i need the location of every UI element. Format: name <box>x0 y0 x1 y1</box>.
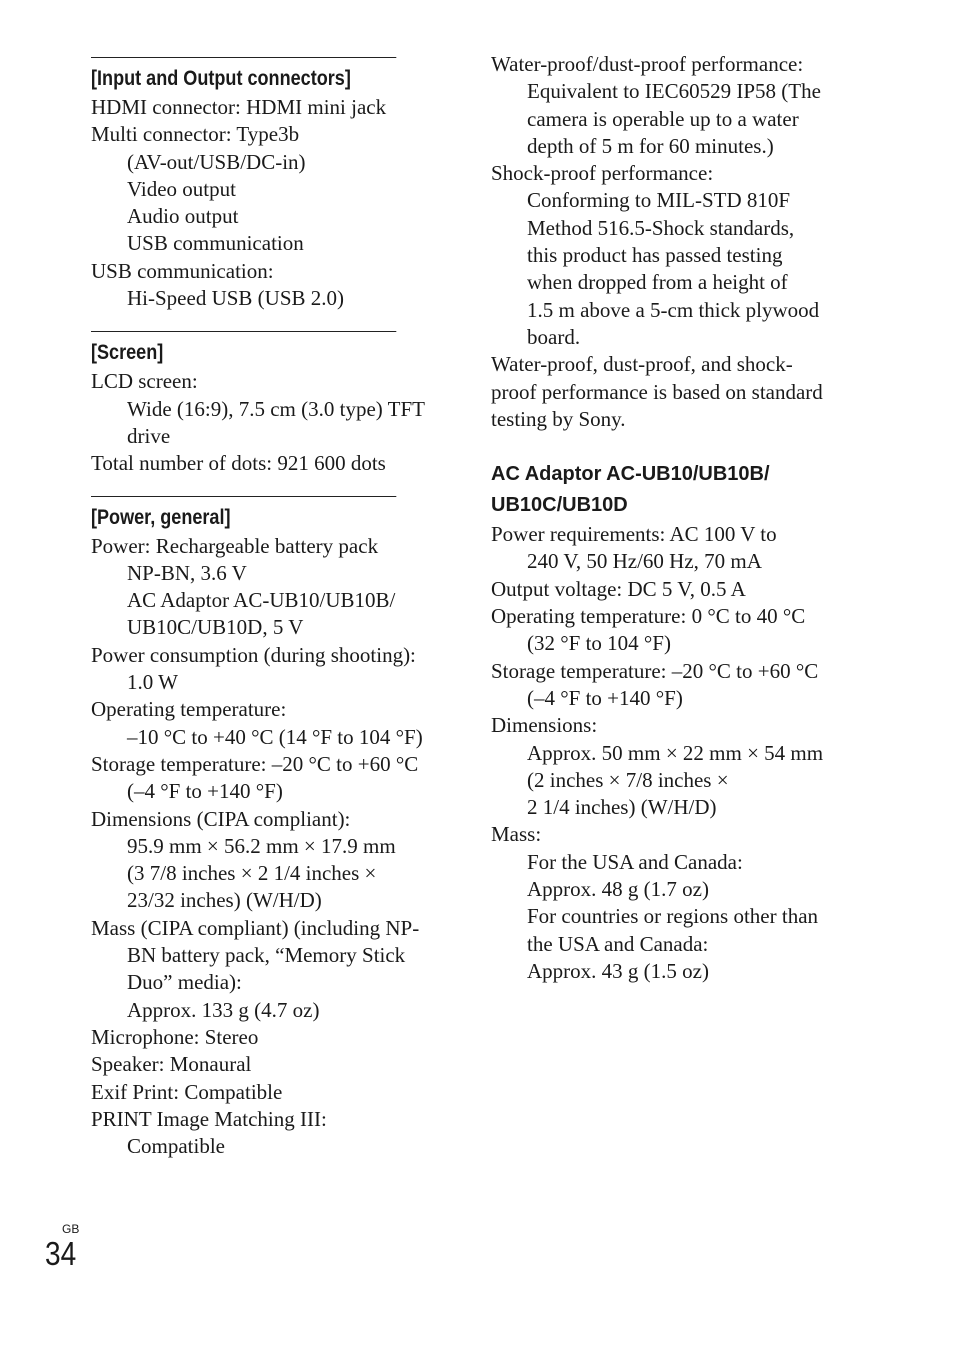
spec-line: testing by Sony. <box>491 406 626 431</box>
left-column <box>91 0 446 1160</box>
spec-line-indented: Approx. 133 g (4.7 oz) <box>127 997 320 1022</box>
spec-line: Dimensions: <box>491 713 598 738</box>
spec-line: Multi connector: Type3b <box>91 122 300 147</box>
spec-line: HDMI connector: HDMI mini jack <box>91 95 387 119</box>
section-body-screen <box>91 368 446 477</box>
section-title-input-output: [Input and Output connectors] <box>91 57 396 92</box>
spec-line-indented: BN battery pack, “Memory Stick <box>127 943 406 968</box>
spec-line-indented: For countries or regions other than <box>527 904 819 929</box>
spec-line: LCD screen: <box>91 369 198 394</box>
spec-line-indented: 2 1/4 inches) (W/H/D) <box>527 795 717 820</box>
page-number: 34 <box>45 1235 77 1272</box>
spec-line-indented: 1.0 W <box>127 670 178 695</box>
spec-line: Total number of dots: 921 600 dots <box>91 451 386 476</box>
spec-line-indented: Hi-Speed USB (USB 2.0) <box>127 286 345 311</box>
spec-line-indented: 1.5 m above a 5-cm thick plywood <box>527 297 820 322</box>
section-title-power-general: [Power, general] <box>91 496 396 531</box>
spec-line: Power consumption (during shooting): <box>91 642 416 667</box>
spec-line: Storage temperature: –20 °C to +60 °C <box>91 751 419 776</box>
spec-line: Output voltage: DC 5 V, 0.5 A <box>491 576 746 601</box>
spec-line-indented: Approx. 50 mm × 22 mm × 54 mm <box>527 740 824 765</box>
spec-line-indented: (–4 °F to +140 °F) <box>527 685 683 710</box>
spec-line-indented: the USA and Canada: <box>527 931 709 956</box>
spec-line-indented: 23/32 inches) (W/H/D) <box>127 888 322 913</box>
spec-line-indented: AC Adaptor AC-UB10/UB10B/ <box>127 588 396 613</box>
spec-line: Storage temperature: –20 °C to +60 °C <box>491 658 819 683</box>
spec-line-indented: Compatible <box>127 1134 225 1159</box>
spec-line: Mass (CIPA compliant) (including NP- <box>91 915 420 940</box>
spec-line-indented: drive <box>127 423 171 448</box>
spec-line-indented: (–4 °F to +140 °F) <box>127 779 283 804</box>
spec-line-indented: (AV-out/USB/DC-in) <box>127 149 306 174</box>
spec-line-indented: Approx. 43 g (1.5 oz) <box>527 958 709 983</box>
spec-line: Speaker: Monaural <box>91 1052 252 1077</box>
spec-line-indented: Equivalent to IEC60529 IP58 (The <box>527 79 821 104</box>
spec-line-indented: For the USA and Canada: <box>527 849 743 874</box>
spec-line-indented: (2 inches × 7/8 inches × <box>527 767 729 792</box>
spec-line: proof performance is based on standard <box>491 379 823 404</box>
spec-line-indented: (3 7/8 inches × 2 1/4 inches × <box>127 861 377 886</box>
spec-line: Microphone: Stereo <box>91 1024 259 1049</box>
section-body-durability <box>491 51 851 433</box>
spec-line: Operating temperature: <box>91 697 287 722</box>
spec-line: Water-proof, dust-proof, and shock- <box>491 352 793 377</box>
spec-line-indented: 95.9 mm × 56.2 mm × 17.9 mm <box>127 833 396 858</box>
ac-adaptor-title-line-2: UB10C/UB10D <box>491 494 628 517</box>
section-body-input-output <box>91 94 446 312</box>
spec-line-indented: (32 °F to 104 °F) <box>527 631 671 656</box>
section-body-ac-adaptor <box>491 521 851 985</box>
language-code: GB <box>62 1222 80 1236</box>
ac-adaptor-title-line-1: AC Adaptor AC-UB10/UB10B/ <box>491 463 770 486</box>
spec-line: USB communication: <box>91 258 274 283</box>
spec-line: Exif Print: Compatible <box>91 1079 283 1104</box>
right-column <box>491 0 851 985</box>
spec-line-indented: Approx. 48 g (1.7 oz) <box>527 877 709 902</box>
page-footer <box>45 1222 82 1272</box>
spec-line: Water-proof/dust-proof performance: <box>491 52 804 76</box>
section-body-power-general <box>91 533 446 1161</box>
spec-line-indented: USB communication <box>127 231 304 256</box>
spec-line-indented: depth of 5 m for 60 minutes.) <box>527 133 774 158</box>
spec-line-indented: Duo” media): <box>127 970 242 995</box>
spec-line: Dimensions (CIPA compliant): <box>91 806 351 831</box>
section-title-ac-adaptor <box>491 459 851 521</box>
spec-line-indented: –10 °C to +40 °C (14 °F to 104 °F) <box>127 724 423 749</box>
spec-line-indented: Method 516.5-Shock standards, <box>527 215 795 240</box>
spec-line-indented: Audio output <box>127 204 239 229</box>
spec-line: Operating temperature: 0 °C to 40 °C <box>491 604 806 629</box>
section-title-screen: [Screen] <box>91 331 396 366</box>
spec-line: PRINT Image Matching III: <box>91 1106 327 1131</box>
spec-line-indented: 240 V, 50 Hz/60 Hz, 70 mA <box>527 549 762 574</box>
spec-line-indented: this product has passed testing <box>527 243 783 268</box>
spec-line-indented: when dropped from a height of <box>527 270 788 295</box>
spec-line-indented: Wide (16:9), 7.5 cm (3.0 type) TFT <box>127 396 425 421</box>
spec-line-indented: camera is operable up to a water <box>527 106 799 131</box>
spec-line-indented: board. <box>527 324 581 349</box>
spec-line: Mass: <box>491 822 542 847</box>
spec-line-indented: Video output <box>127 176 236 201</box>
spec-line-indented: UB10C/UB10D, 5 V <box>127 615 304 640</box>
spec-line-indented: NP-BN, 3.6 V <box>127 560 247 585</box>
spec-line: Power requirements: AC 100 V to <box>491 522 777 547</box>
spec-line: Shock-proof performance: <box>491 161 714 186</box>
spec-line: Power: Rechargeable battery pack <box>91 533 379 558</box>
spec-line-indented: Conforming to MIL-STD 810F <box>527 188 791 213</box>
